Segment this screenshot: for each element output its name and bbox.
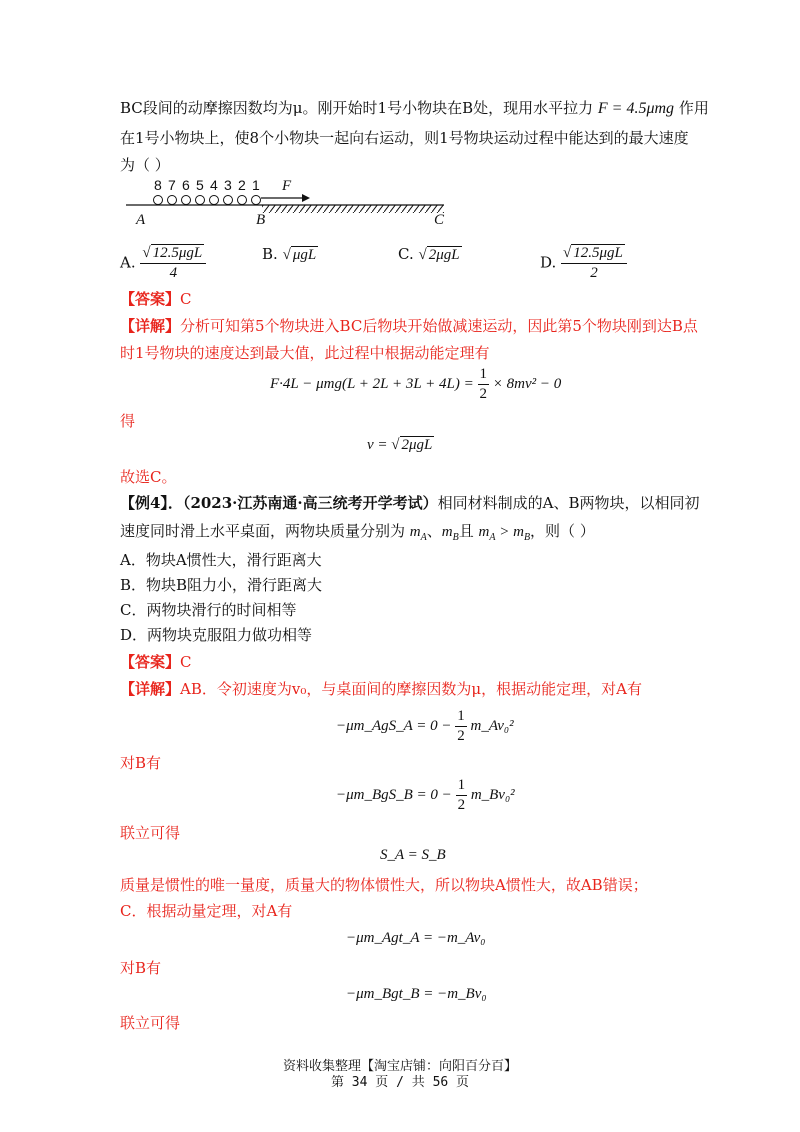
block-label-3: 3 [224,177,232,193]
answer-value: C [180,290,192,308]
detail-text: AB．令初速度为v₀，与桌面间的摩擦因数为μ，根据动能定理，对A有 [180,680,642,698]
stem-text: ，则（ ） [530,522,595,540]
example4-option-C: C．两物块滑行的时间相等 [120,601,297,619]
block-6 [182,196,191,205]
momentum-equation-A: −μm_Agt_A = −m_Av₀ [346,930,486,946]
option-label: D. [540,253,557,272]
energy-equation-A [336,708,514,745]
mass-A: m [478,524,490,540]
detail-line-2: 时1号物块的速度达到最大值，此过程中根据动能定理有 [120,344,490,362]
example4-option-A: A．物块A惯性大，滑行距离大 [120,551,322,569]
detail-label: 【详解】 [120,317,181,335]
problem-text-line-2: 在1号小物块上，使8个小物块一起向右运动，则1号物块运动过程中能达到的最大速度 [120,129,689,147]
subscript: B [523,532,531,543]
equation-left: v = [367,437,388,453]
equation-left: F·4L − μmg(L + 2L + 3L + 4L) = [270,375,474,392]
block-label-4: 4 [210,177,218,193]
answer-line [120,289,192,309]
separator: 、 [426,522,442,540]
option-A-denominator: 4 [169,265,178,281]
velocity-equation: v = √ 2μgL [367,437,433,453]
de-text: 得 [120,412,136,430]
example4-option-B: B．物块B阻力小，滑行距离大 [120,576,323,594]
rough-section-hatch [262,205,444,213]
fraction-den: 2 [457,797,466,813]
half-fraction [455,708,467,745]
option-A-fraction: $\frac{\text{√ 12.5μgL}}{4}$ [140,245,206,282]
blocks-figure [120,172,480,232]
problem-text-line-1 [120,98,709,119]
block-8 [154,196,163,205]
stem-text: 且 [458,522,474,540]
block-7 [168,196,177,205]
momentum-equation-B: −μm_Bgt_B = −m_Bv₀ [346,986,487,1002]
fraction-den: 2 [479,386,488,402]
force-equation: F = 4.5μmg [597,100,675,117]
block-label-1: 1 [252,177,260,193]
example4-title: 【例4】．（2023·江苏南通·高三统考开学考试） [120,494,438,512]
for-B-text-2: 对B有 [120,959,162,977]
block-3 [224,196,233,205]
conclusion-line: 故选C。 [120,468,177,486]
equation-right: m_Bv₀² [470,786,515,803]
combine-text-2: 联立可得 [120,1014,181,1032]
fraction-num: 1 [455,708,467,727]
energy-equation [270,366,561,403]
option-A-numerator: 12.5μgL [152,245,203,261]
option-C: C. √ 2μgL [398,245,460,263]
answer-label: 【答案】 [120,290,181,308]
block-1 [252,196,261,205]
footer-page-number: 第 34 页 / 共 56 页 [330,1075,470,1090]
force-label: F [282,178,292,194]
block-4 [210,196,219,205]
option-C-value: 2μgL [428,247,460,263]
example4-detail-line-1 [120,679,642,699]
point-label-C: C [434,212,445,228]
option-label: C. [398,245,414,263]
subscript: A [420,532,427,543]
option-D-denominator: 2 [590,265,598,281]
half-fraction [456,777,468,814]
detail-line-1 [120,316,698,336]
block-row [154,196,261,205]
greater-than: > m [495,524,524,540]
equation-right: × 8mv² − 0 [492,375,562,392]
option-label: A. [120,253,136,272]
energy-equation-B [336,777,515,814]
stem-text: 速度同时滑上水平桌面，两物块质量分别为 [120,522,406,540]
fraction-den: 2 [457,728,465,744]
equation-left: −μm_BgS_B = 0 − [336,786,452,803]
point-label-A: A [136,212,146,228]
option-D-numerator: 12.5μgL [573,245,623,261]
example4-answer-line [120,652,192,672]
example4-stem-line-2 [120,521,595,548]
problem-text-part: 作用 [678,99,709,117]
example4-title-line [120,493,700,513]
equation-left: −μm_AgS_A = 0 − [336,717,452,734]
force-arrow-head [302,194,310,202]
subscript: B [452,532,459,543]
block-label-8: 8 [154,177,162,193]
subscript: A [489,532,496,543]
block-2 [238,196,247,205]
option-B: B. √ μgL [262,245,317,263]
option-B-value: μgL [292,247,317,263]
detail-label: 【详解】 [120,680,181,698]
for-B-text: 对B有 [120,754,162,772]
option-D [540,245,627,282]
half-fraction [478,366,490,403]
fraction-num: 1 [478,366,490,385]
block-label-7: 7 [168,177,176,193]
footer-source: 资料收集整理【淘宝店铺：向阳百分百】 [282,1059,517,1074]
mass-B: m [441,524,453,540]
part-C-line: C．根据动量定理，对A有 [120,902,293,920]
option-D-fraction: $\frac{\text{√ 12.5μgL}}{2}$ [561,245,627,282]
equation-right: m_Av₀² [470,717,514,734]
distance-equation: S_A = S_B [380,847,446,863]
point-label-B: B [256,212,266,228]
answer-label: 【答案】 [120,653,181,671]
mass-A: m [409,524,421,540]
fraction-num: 1 [456,777,468,796]
example4-stem: 相同材料制成的A、B两物块，以相同初 [437,494,700,512]
block-label-6: 6 [182,177,190,193]
inertia-line: 质量是惯性的唯一量度，质量大的物体惯性大，所以物块A惯性大，故AB错误； [120,876,648,894]
example4-option-D: D．两物块克服阻力做功相等 [120,626,313,644]
block-label-5: 5 [196,177,204,193]
problem-text-line-3: 为（ ） [120,156,170,174]
block-label-2: 2 [238,177,246,193]
detail-text: 分析可知第5个物块进入BC后物块开始做减速运动，因此第5个物块刚到达B点 [180,317,698,335]
answer-value: C [180,653,192,671]
problem-text-part: BC段间的动摩擦因数均为μ。刚开始时1号小物块在B处，现用水平拉力 [120,99,594,117]
option-A [120,245,206,282]
sqrt-value: 2μgL [401,437,433,453]
option-label: B. [262,245,278,263]
block-5 [196,196,205,205]
combine-text-1: 联立可得 [120,824,181,842]
